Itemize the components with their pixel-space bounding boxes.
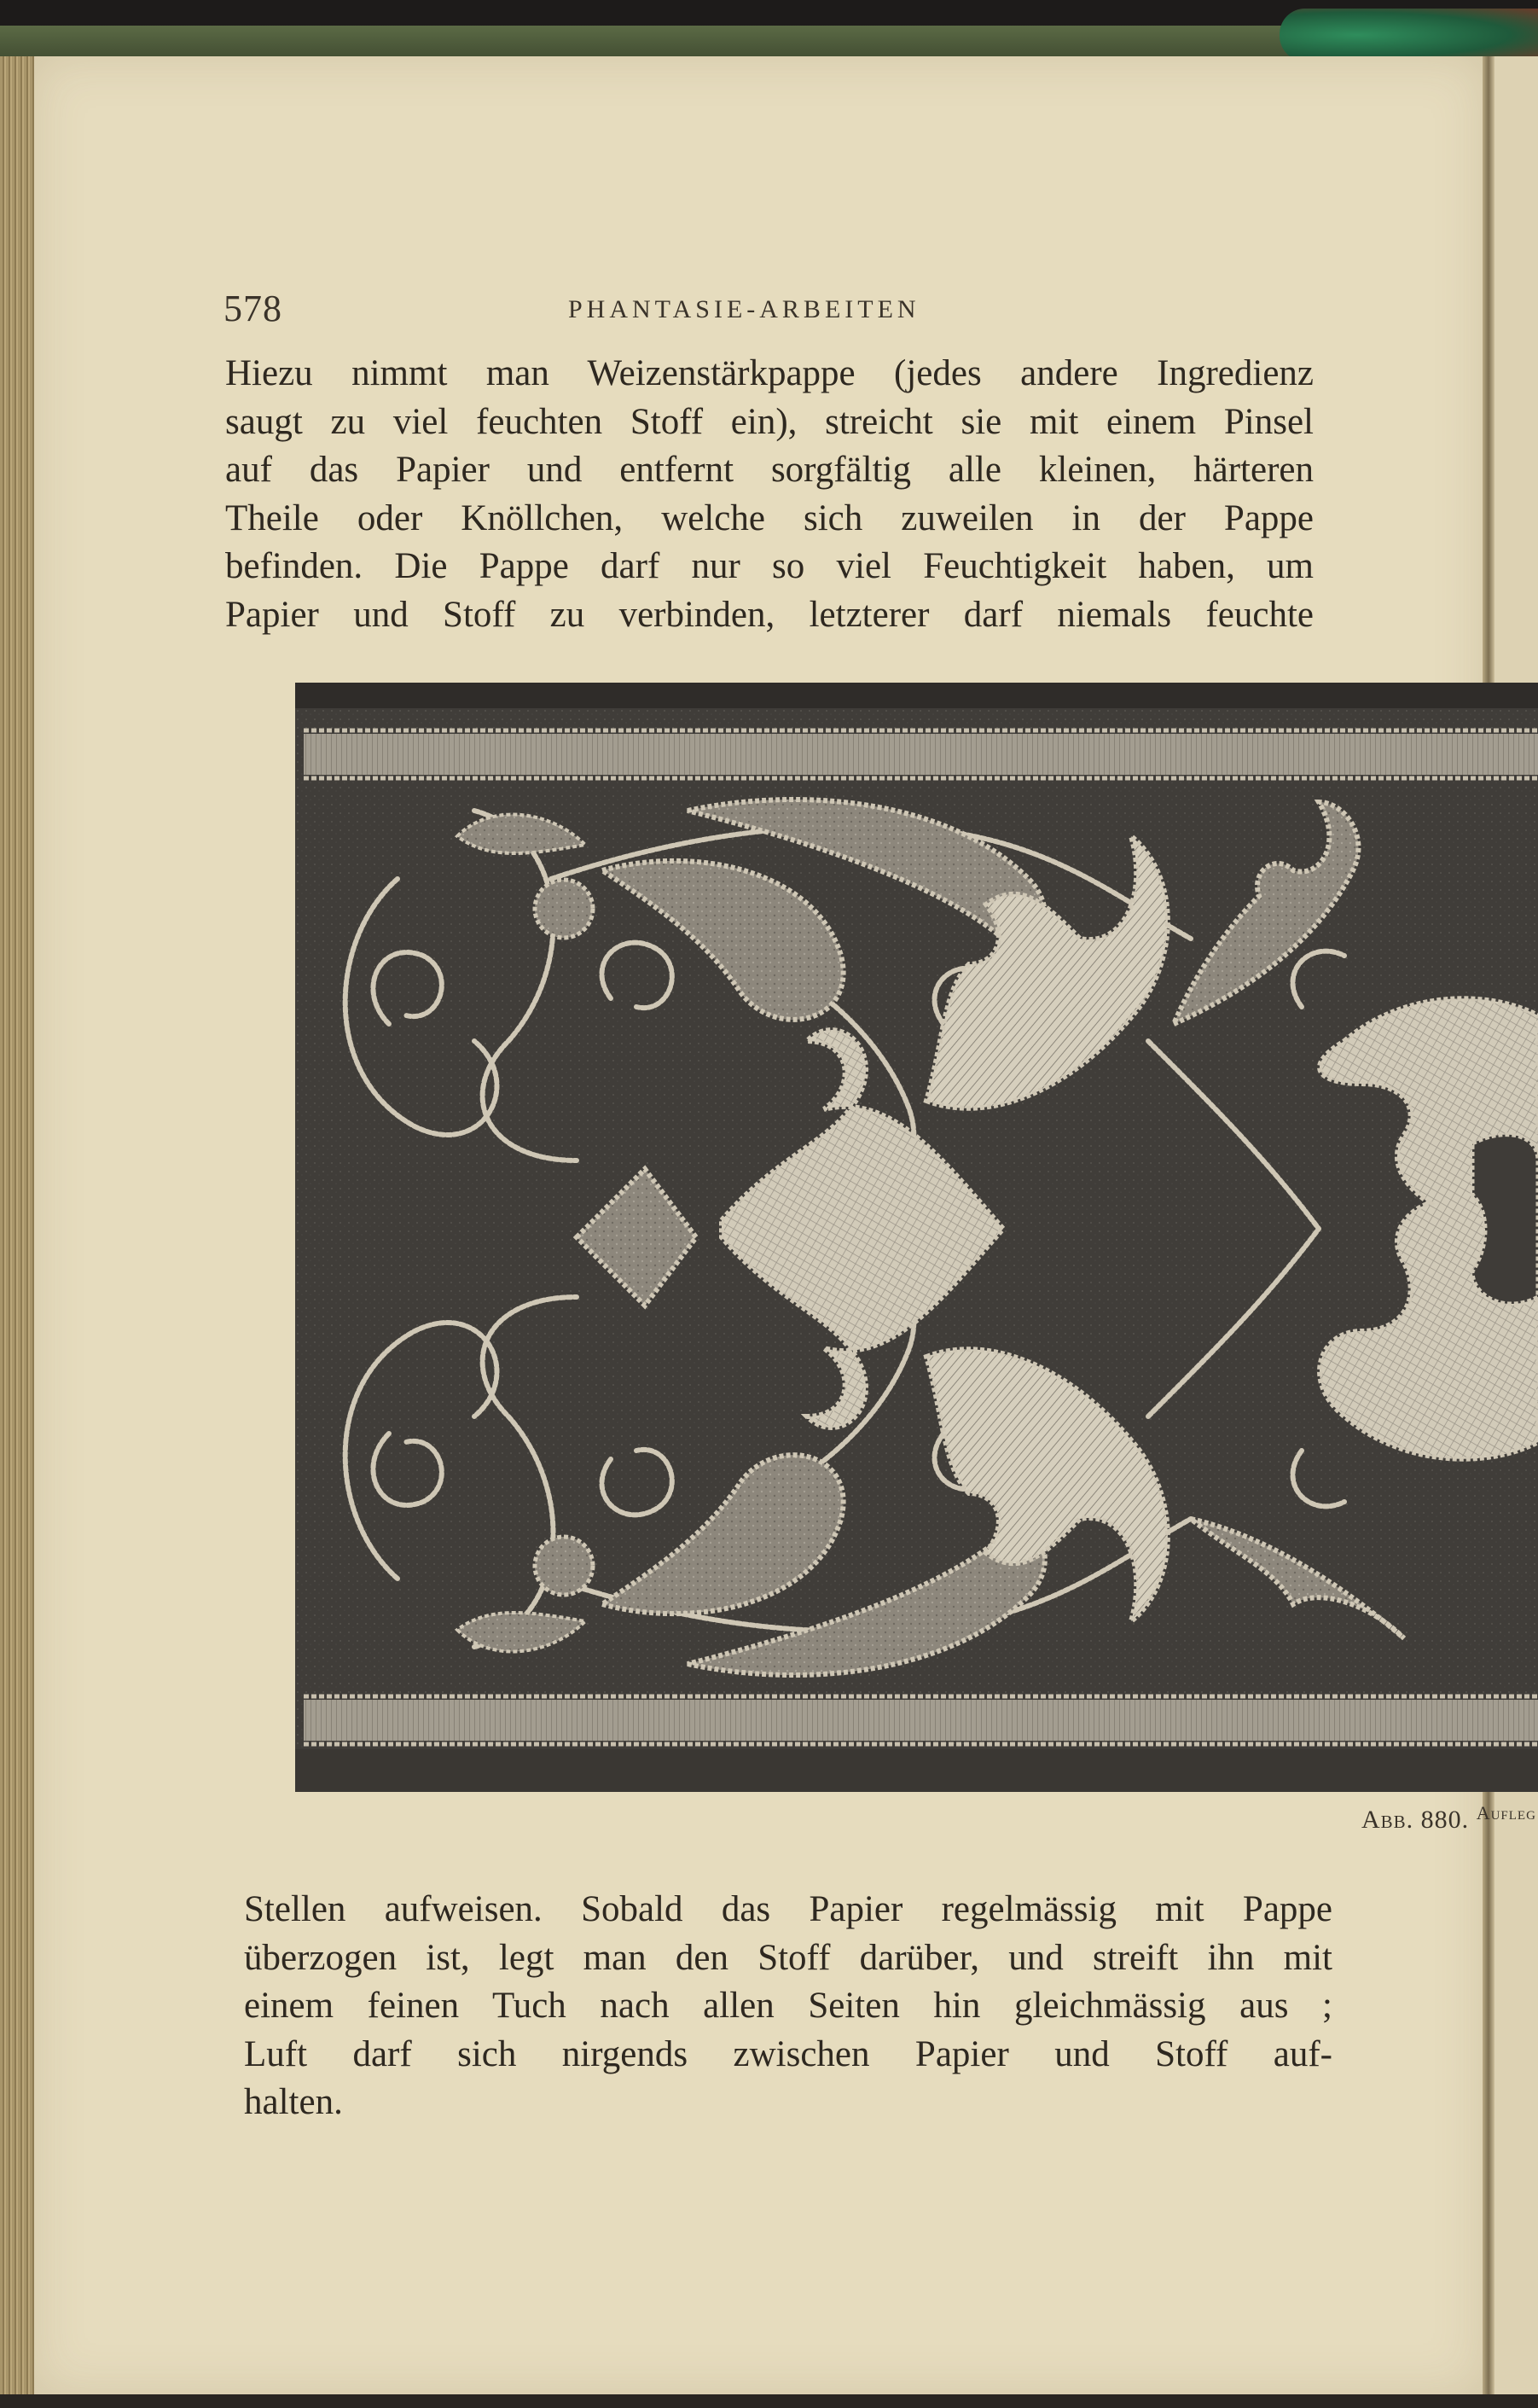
paragraph-1: [225, 350, 1314, 639]
text-line: überzogen ist, legt man den Stoff darüber, und streift ihn mit: [244, 1937, 1332, 1978]
text-line: Hiezu nimmt man Weizenstärkpappe (jedes andere Ingredienz: [225, 353, 1314, 393]
figure-caption-label: Abb. 880.: [1361, 1806, 1470, 1834]
page-number: 578: [223, 288, 282, 329]
text-line: halten.: [244, 2082, 343, 2122]
text-line: befinden. Die Pappe darf nur so viel Feuchtigkeit haben, um: [225, 546, 1314, 586]
text-line: auf das Papier und entfernt sorgfältig alle kleinen, härteren: [225, 450, 1314, 490]
page-edges: [0, 56, 38, 2394]
figure-caption: [1361, 1802, 1536, 1835]
running-head: PHANTASIE-ARBEITEN: [568, 295, 920, 323]
paragraph-2: [244, 1886, 1332, 2127]
text-line: saugt zu viel feuchten Stoff ein), streicht sie mit einem Pinsel: [225, 401, 1314, 442]
text-line: Papier und Stoff zu verbinden, letzterer darf niemals feuchte: [225, 594, 1314, 635]
text-line: Stellen aufweisen. Sobald das Papier regelmässig mit Pappe: [244, 1889, 1332, 1929]
backdrop-bottom: [0, 2394, 1538, 2408]
embroidery-illustration: [295, 683, 1538, 1792]
text-line: Luft darf sich nirgends zwischen Papier und Stoff auf-: [244, 2033, 1332, 2074]
embroidery-illustration-graphic: [295, 683, 1538, 1792]
text-line: einem feinen Tuch nach allen Seiten hin gleichmässig aus ;: [244, 1986, 1332, 2026]
figure-caption-title-cut: Aufleg: [1476, 1802, 1536, 1823]
text-line: Theile oder Knöllchen, welche sich zuweilen in der Pappe: [225, 497, 1314, 538]
ribbon-bookmark: [1280, 9, 1538, 61]
